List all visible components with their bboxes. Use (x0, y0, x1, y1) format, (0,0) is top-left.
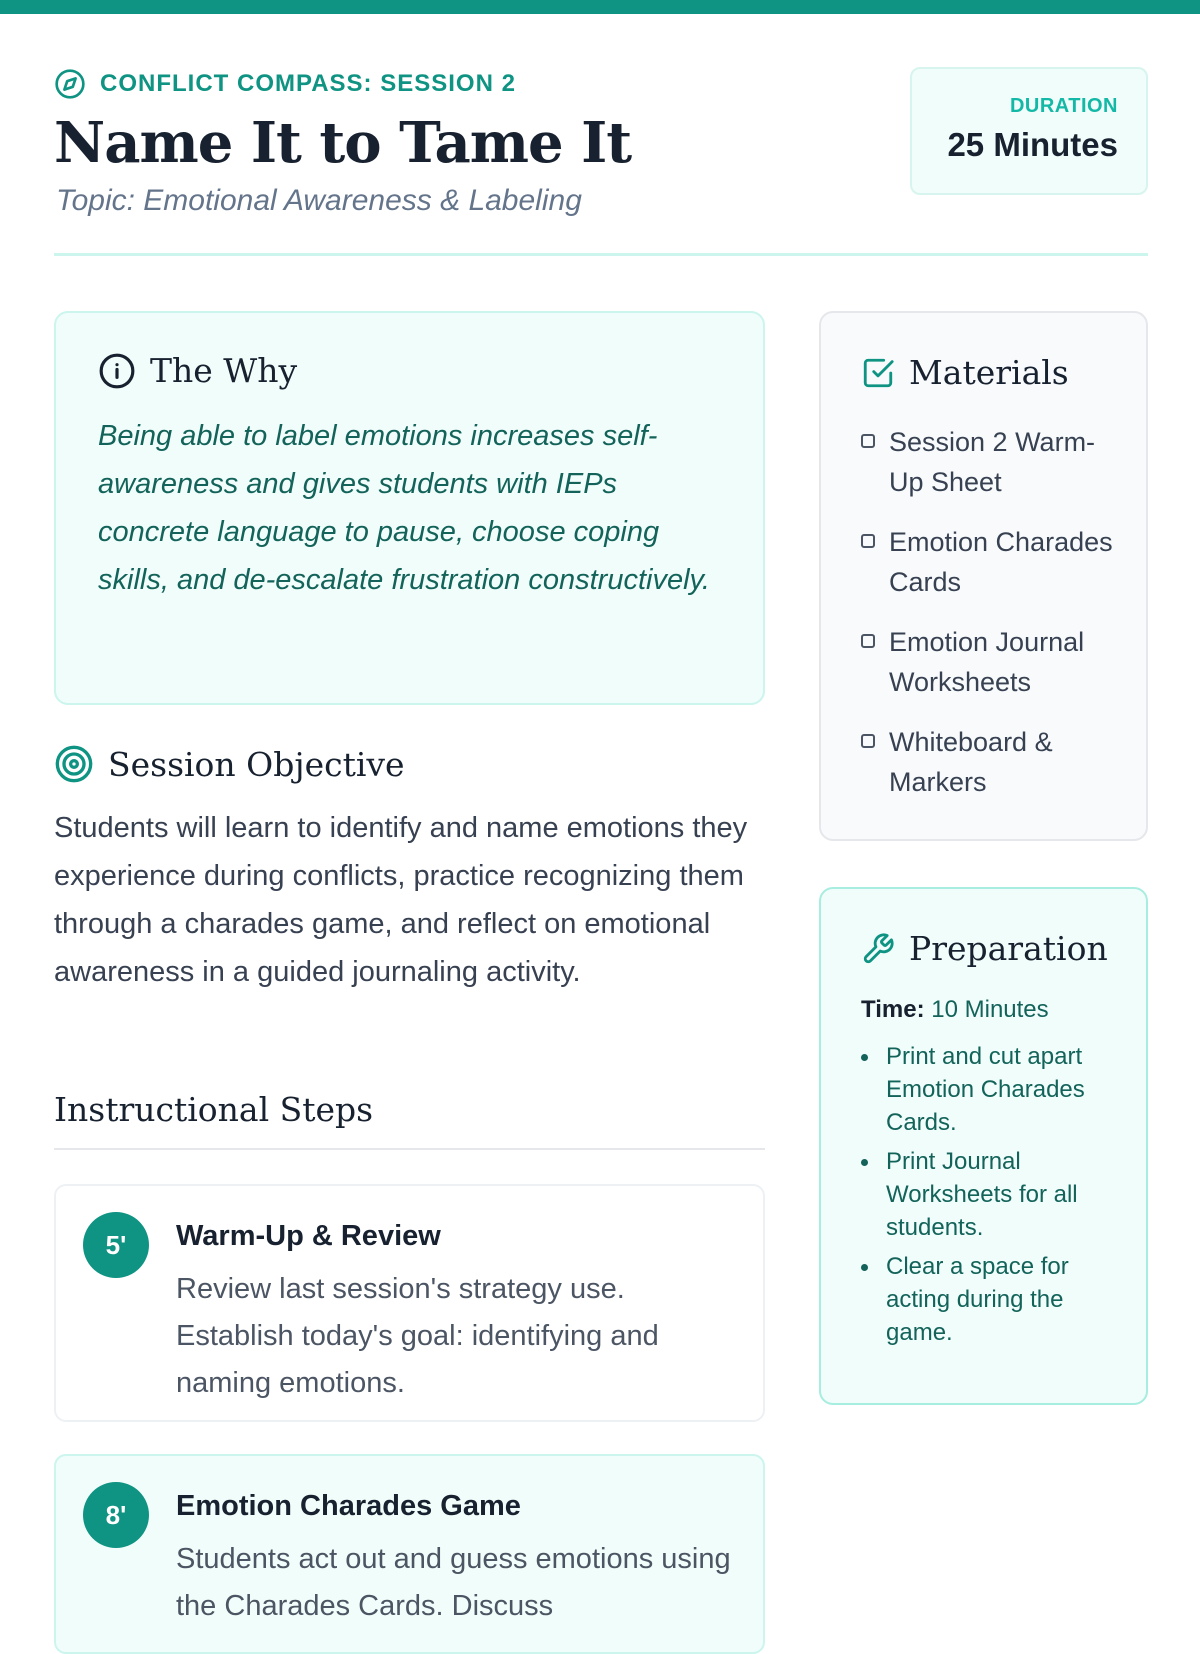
bullet-icon (861, 1159, 868, 1166)
preparation-item-text: Print and cut apart Emotion Charades Cards. (886, 1043, 1085, 1136)
step-duration-badge: 5' (83, 1212, 149, 1278)
materials-item (861, 522, 1116, 602)
info-icon (98, 352, 136, 390)
lesson-page (54, 14, 1148, 1622)
preparation-heading (861, 929, 1120, 968)
step-title: Emotion Charades Game (176, 1490, 521, 1522)
preparation-card (819, 887, 1148, 1405)
top-accent-bar (0, 0, 1200, 14)
target-icon (54, 744, 94, 784)
preparation-item (861, 1250, 1120, 1349)
why-card (54, 311, 765, 705)
preparation-time-label: Time: (861, 996, 925, 1023)
bullet-icon (861, 1054, 868, 1061)
materials-heading-text: Materials (909, 353, 1069, 392)
duration-box (910, 67, 1148, 195)
preparation-item-text: Print Journal Worksheets for all students. (886, 1148, 1078, 1241)
preparation-time-value: 10 Minutes (931, 996, 1049, 1023)
materials-card (819, 311, 1148, 841)
duration-value: 25 Minutes (947, 126, 1118, 163)
duration-label: DURATION (1009, 95, 1118, 117)
wrench-icon (861, 932, 895, 966)
steps-heading: Instructional Steps (54, 1090, 765, 1150)
why-heading-text: The Why (150, 351, 298, 390)
materials-list (861, 422, 1116, 802)
objective-heading-text: Session Objective (108, 744, 405, 784)
checkbox-icon[interactable] (861, 434, 875, 448)
compass-icon (54, 68, 86, 100)
series-label-text: CONFLICT COMPASS: SESSION 2 (100, 70, 516, 97)
bullet-icon (861, 1264, 868, 1271)
step-card-charades (54, 1454, 765, 1654)
page-subtitle: Topic: Emotional Awareness & Labeling (56, 184, 582, 217)
preparation-item (861, 1040, 1120, 1139)
objective-heading (54, 744, 405, 784)
why-heading (98, 351, 723, 390)
materials-item (861, 622, 1116, 702)
step-duration-badge: 8' (83, 1482, 149, 1548)
step-title: Warm-Up & Review (176, 1220, 441, 1252)
preparation-heading-text: Preparation (909, 929, 1108, 968)
checkbox-icon[interactable] (861, 634, 875, 648)
why-text: Being able to label emotions increases self-awareness and gives students with IEPs concrete language to pause, choose coping skills, and de-escalate frustration constructively. (98, 420, 710, 596)
checkbox-icon[interactable] (861, 734, 875, 748)
materials-item-text: Whiteboard & Markers (889, 727, 1053, 797)
preparation-item-text: Clear a space for acting during the game. (886, 1253, 1069, 1346)
materials-item-text: Emotion Journal Worksheets (889, 627, 1085, 697)
lesson-header (54, 14, 1148, 256)
step-card-warm-up (54, 1184, 765, 1422)
preparation-list (861, 1040, 1120, 1349)
objective-text: Students will learn to identify and name emotions they experience during conflicts, practice recognizing them through a charades game, and reflect on emotional awareness in a guided journaling activity. (54, 812, 748, 988)
checkbox-checked-icon (861, 356, 895, 390)
series-label (54, 68, 516, 100)
materials-item (861, 722, 1116, 802)
preparation-item (861, 1145, 1120, 1244)
materials-item-text: Session 2 Warm-Up Sheet (889, 427, 1096, 497)
materials-heading (861, 353, 1116, 392)
preparation-time (861, 996, 1120, 1024)
materials-item (861, 422, 1116, 502)
checkbox-icon[interactable] (861, 534, 875, 548)
step-description: Review last session's strategy use. Establish today's goal: identifying and naming emotions. (176, 1273, 659, 1399)
step-description: Students act out and guess emotions using the Charades Cards. Discuss (176, 1543, 731, 1622)
page-title: Name It to Tame It (54, 110, 632, 176)
materials-item-text: Emotion Charades Cards (889, 527, 1113, 597)
